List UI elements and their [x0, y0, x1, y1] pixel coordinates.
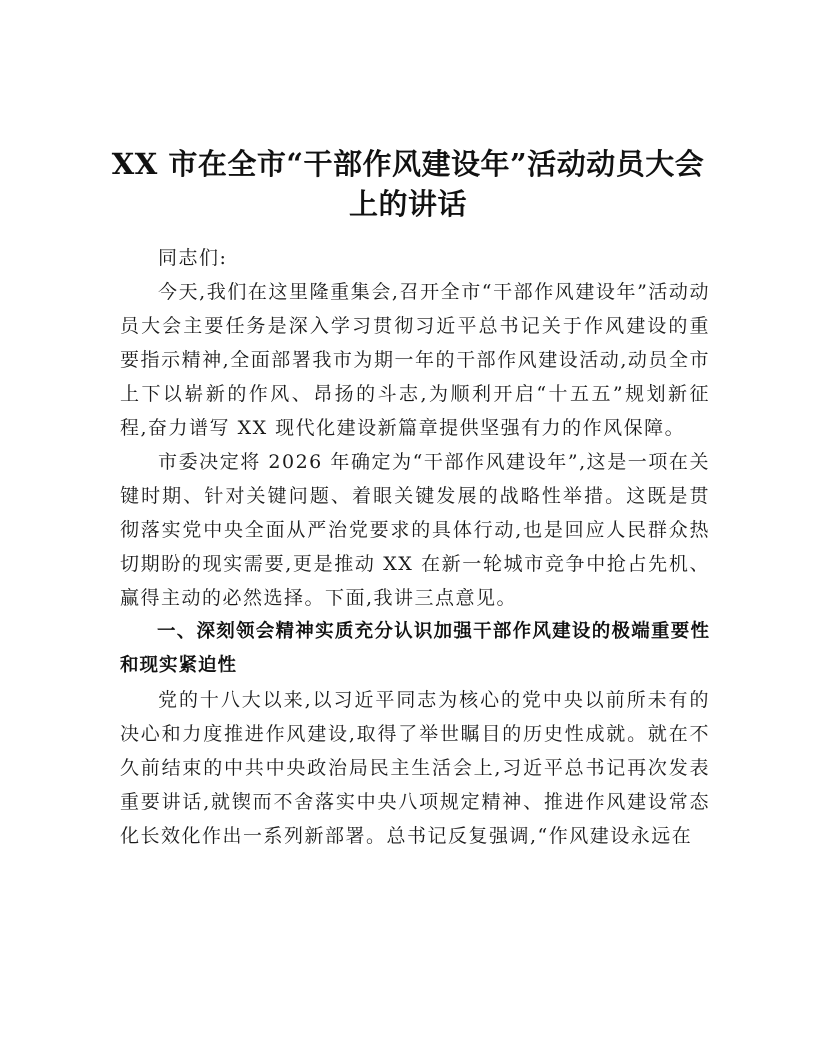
body-paragraph: 市委决定将 2026 年确定为“干部作风建设年”,这是一项在关键时期、针对关键问题、着眼关键发展的战略性举措。这既是贯彻落实党中央全面从严治党要求的具体行动,也是回应人民群众热切期盼的现实需要,更是推动 XX 在新一轮城市竞争中抢占先机、赢得主动的必然选择。下面,我讲三点意见。 — [120, 451, 710, 609]
salutation: 同志们: — [158, 247, 228, 269]
document-body — [120, 241, 710, 853]
section-heading: 一、深刻领会精神实质充分认识加强干部作风建设的极端重要性和现实紧迫性 — [120, 621, 710, 676]
document-title: XX 市在全市“干部作风建设年”活动动员大会上的讲话 — [111, 147, 705, 221]
body-paragraph: 党的十八大以来,以习近平同志为核心的党中央以前所未有的决心和力度推进作风建设,取得了举世瞩目的历史性成就。就在不久前结束的中共中央政治局民主生活会上,习近平总书记再次发表重要讲话,就锲而不舍落实中央八项规定精神、推进作风建设常态化长效化作出一系列新部署。总书记反复强调,“作风建设永远在 — [120, 689, 710, 847]
body-paragraph: 今天,我们在这里隆重集会,召开全市“干部作风建设年”活动动员大会主要任务是深入学习贯彻习近平总书记关于作风建设的重要指示精神,全面部署我市为期一年的干部作风建设活动,动员全市上下以崭新的作风、昂扬的斗志,为顺利开启“十五五”规划新征程,奋力谱写 XX 现代化建设新篇章提供坚强有力的作风保障。 — [120, 281, 710, 439]
